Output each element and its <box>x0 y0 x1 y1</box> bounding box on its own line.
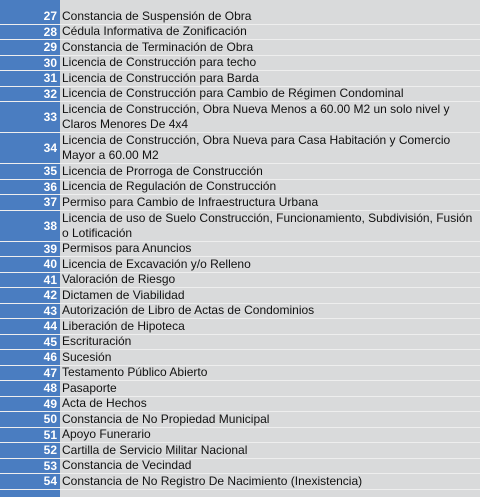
table-row[interactable] <box>0 335 480 351</box>
row-number: 37 <box>43 195 57 210</box>
row-number: 27 <box>43 9 57 24</box>
row-text: Valoración de Riesgo <box>62 272 176 287</box>
table-row[interactable] <box>0 71 480 87</box>
row-number: 29 <box>43 40 57 55</box>
row-text: Licencia de Construcción, Obra Nueva para Casa Habitación y Comercio Mayor a 60.00 M2 <box>62 133 451 162</box>
row-number: 44 <box>43 319 57 334</box>
row-number: 39 <box>43 241 57 256</box>
table-row[interactable] <box>0 87 480 103</box>
row-text: Permisos para Anuncios <box>62 241 192 256</box>
table-row[interactable] <box>0 242 480 258</box>
table-row[interactable] <box>0 366 480 382</box>
row-text: Constancia de Suspensión de Obra <box>62 8 252 23</box>
table-row[interactable] <box>0 257 480 273</box>
row-number: 36 <box>43 179 57 194</box>
row-text: Licencia de Construcción, Obra Nueva Menos a 60.00 M2 un solo nivel y Claros Menores De 4x4 <box>62 102 450 131</box>
table-row[interactable] <box>0 381 480 397</box>
table-row[interactable] <box>0 273 480 289</box>
row-number: 40 <box>43 257 57 272</box>
row-number: 33 <box>43 110 57 124</box>
row-text: Constancia de No Propiedad Municipal <box>62 411 270 426</box>
row-number: 47 <box>43 365 57 380</box>
table-row[interactable] <box>0 133 480 164</box>
row-number: 51 <box>43 427 57 442</box>
row-text: Licencia de Construcción para techo <box>62 55 257 70</box>
table-row[interactable] <box>0 474 480 490</box>
row-number: 28 <box>43 24 57 39</box>
table-row[interactable] <box>0 180 480 196</box>
row-text: Sucesión <box>62 349 112 364</box>
row-number: 53 <box>43 458 57 473</box>
row-text: Licencia de Excavación y/o Relleno <box>62 256 251 271</box>
table-row[interactable] <box>0 195 480 211</box>
row-number: 52 <box>43 443 57 458</box>
row-text: Constancia de No Registro De Nacimiento (Inexistencia) <box>62 473 363 488</box>
table-row[interactable] <box>0 56 480 72</box>
table-row[interactable] <box>0 40 480 56</box>
table-row[interactable] <box>0 25 480 41</box>
row-text: Autorización de Libro de Actas de Condominios <box>62 303 315 318</box>
row-number: 48 <box>43 381 57 396</box>
row-text: Licencia de uso de Suelo Construcción, Funcionamiento, Subdivisión, Fusión o Lotificación <box>62 210 473 240</box>
table-row[interactable] <box>0 164 480 180</box>
row-number: 41 <box>43 272 57 287</box>
row-text: Liberación de Hipoteca <box>62 318 185 333</box>
row-text: Cédula Informativa de Zonificación <box>62 24 247 39</box>
table-row[interactable] <box>0 397 480 413</box>
row-number: 46 <box>43 350 57 365</box>
row-text: Testamento Público Abierto <box>62 365 208 380</box>
row-text: Acta de Hechos <box>62 396 147 411</box>
table-row[interactable] <box>0 102 480 133</box>
table-row[interactable] <box>0 428 480 444</box>
table-row[interactable] <box>0 211 480 242</box>
row-text: Escrituración <box>62 334 132 349</box>
row-number: 43 <box>43 303 57 318</box>
row-number: 34 <box>43 141 57 155</box>
table-row[interactable] <box>0 304 480 320</box>
row-text: Cartilla de Servicio Militar Nacional <box>62 442 248 457</box>
row-number: 35 <box>43 164 57 179</box>
table-row[interactable] <box>0 319 480 335</box>
table-row[interactable] <box>0 288 480 304</box>
row-number: 54 <box>43 474 57 489</box>
row-number: 38 <box>43 218 57 233</box>
row-text: Apoyo Funerario <box>62 427 151 442</box>
row-text: Permiso para Cambio de Infraestructura Urbana <box>62 194 319 209</box>
table-rows <box>0 9 480 490</box>
row-text: Constancia de Terminación de Obra <box>62 39 254 54</box>
row-number: 42 <box>43 288 57 303</box>
row-number: 49 <box>43 396 57 411</box>
row-text: Licencia de Prorroga de Construcción <box>62 163 263 178</box>
table-row[interactable] <box>0 412 480 428</box>
row-number: 45 <box>43 334 57 349</box>
table-row[interactable] <box>0 443 480 459</box>
table-row[interactable] <box>0 350 480 366</box>
table-row[interactable] <box>0 459 480 475</box>
row-text: Licencia de Construcción para Barda <box>62 70 259 85</box>
row-text: Dictamen de Viabilidad <box>62 287 185 302</box>
row-text: Pasaporte <box>62 380 117 395</box>
row-text: Licencia de Construcción para Cambio de Régimen Condominal <box>62 86 404 101</box>
row-number: 30 <box>43 55 57 70</box>
row-text: Licencia de Regulación de Construcción <box>62 179 277 194</box>
row-number: 50 <box>43 412 57 427</box>
row-number: 32 <box>43 86 57 101</box>
table-row[interactable] <box>0 9 480 25</box>
row-number: 31 <box>43 71 57 86</box>
row-text: Constancia de Vecindad <box>62 458 192 473</box>
